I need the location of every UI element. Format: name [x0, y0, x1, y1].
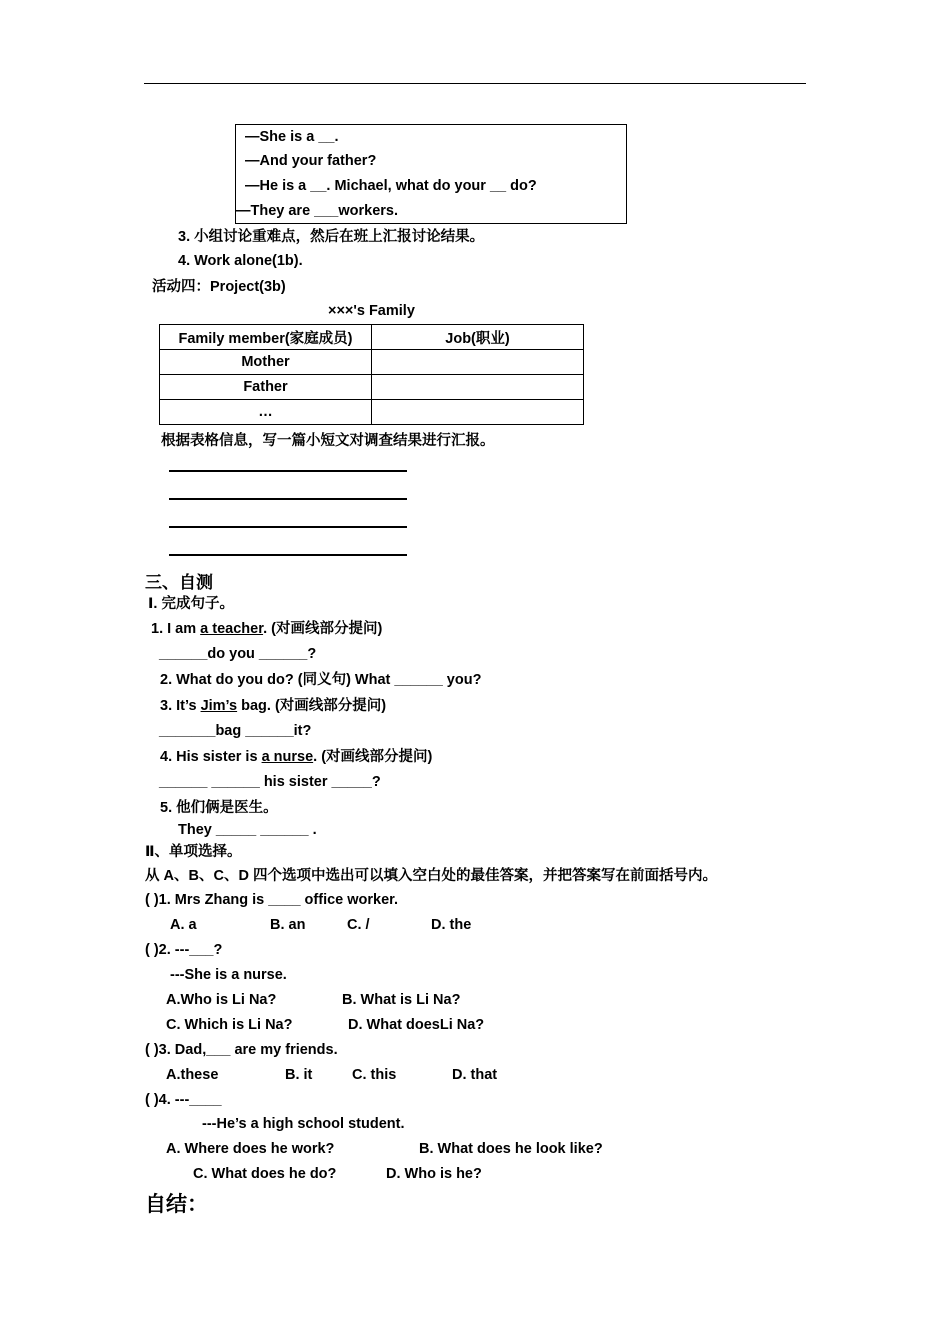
mcq-2-option-a: A.Who is Li Na? — [166, 992, 277, 1008]
self-test-heading: 三、自测 — [145, 573, 213, 592]
activity-4-title: 活动四：Project(3b) — [152, 279, 286, 295]
table-cell[interactable] — [372, 375, 584, 400]
mcq-3-option-a: A.these — [166, 1067, 219, 1083]
part1-heading: Ⅰ. 完成句子。 — [148, 596, 234, 612]
part1-q1 — [151, 619, 382, 639]
mcq-4-stem[interactable]: ( )4. ---____ — [145, 1092, 222, 1108]
table-cell[interactable] — [372, 400, 584, 425]
writing-line[interactable] — [169, 554, 407, 556]
header-rule — [144, 83, 806, 84]
q4-pre: 4. His sister is — [160, 749, 262, 765]
mcq-1-stem[interactable]: ( )1. Mrs Zhang is ____ office worker. — [145, 892, 399, 908]
q1-underlined: a teacher — [200, 621, 264, 637]
mcq-1-option-c: C. / — [347, 917, 370, 933]
mcq-4-reply: ---He’s a high school student. — [202, 1116, 405, 1132]
mcq-3-stem[interactable]: ( )3. Dad,___ are my friends. — [145, 1042, 338, 1058]
step-4: 4. Work alone(1b). — [178, 253, 303, 269]
mcq-3-option-d: D. that — [452, 1067, 498, 1083]
dialogue-line: —He is a __. Michael, what do your __ do? — [245, 178, 537, 194]
part1-q3 — [160, 696, 386, 716]
table-row — [160, 400, 584, 425]
q3-post: bag. (对画线部分提问) — [237, 698, 387, 714]
table-header-row — [160, 325, 584, 350]
mcq-4-option-c: C. What does he do? — [193, 1166, 337, 1182]
writing-line[interactable] — [169, 498, 407, 500]
table-cell[interactable] — [372, 350, 584, 375]
dialogue-line: —They are ___workers. — [236, 203, 399, 219]
mcq-2-reply: ---She is a nurse. — [170, 967, 287, 983]
mcq-2-stem[interactable]: ( )2. ---___? — [145, 942, 223, 958]
table-cell: Father — [160, 375, 372, 400]
family-table — [159, 324, 584, 425]
table-row — [160, 375, 584, 400]
q1-pre: 1. I am — [151, 621, 201, 637]
step-3: 3. 小组讨论重难点，然后在班上汇报讨论结果。 — [178, 229, 485, 245]
mcq-4-option-a: A. Where does he work? — [166, 1141, 335, 1157]
q3-pre: 3. It’s — [160, 698, 201, 714]
mcq-4-option-d: D. Who is he? — [386, 1166, 482, 1182]
q4-underlined: a nurse — [261, 749, 314, 765]
dialogue-line: —And your father? — [245, 153, 377, 169]
table-header-cell: Family member(家庭成员) — [160, 325, 372, 350]
report-instruction: 根据表格信息，写一篇小短文对调查结果进行汇报。 — [161, 433, 495, 449]
q1-post: . (对画线部分提问) — [263, 621, 383, 637]
q3-underlined: Jim’s — [200, 698, 238, 714]
table-row — [160, 350, 584, 375]
part2-instruction: 从 A、B、C、D 四个选项中选出可以填入空白处的最佳答案，并把答案写在前面括号内。 — [145, 868, 717, 884]
q4-post: . (对画线部分提问) — [313, 749, 433, 765]
writing-line[interactable] — [169, 526, 407, 528]
mcq-2-option-d: D. What doesLi Na? — [348, 1017, 485, 1033]
part2-heading: Ⅱ、单项选择。 — [145, 844, 242, 860]
mcq-3-option-b: B. it — [285, 1067, 313, 1083]
part1-q1-answer[interactable]: ______do you ______? — [159, 646, 317, 662]
mcq-1-option-a: A. a — [170, 917, 197, 933]
mcq-2-option-b: B. What is Li Na? — [342, 992, 461, 1008]
part1-q5: 5. 他们俩是医生。 — [160, 800, 278, 816]
part1-q4 — [160, 747, 432, 767]
table-caption: ×××'s Family — [328, 303, 415, 319]
part1-q5-answer[interactable]: They _____ ______ . — [178, 822, 317, 838]
part1-q4-answer[interactable]: ______ ______ his sister _____? — [159, 774, 381, 790]
mcq-2-option-c: C. Which is Li Na? — [166, 1017, 293, 1033]
part1-q2[interactable]: 2. What do you do? (同义句) What ______ you? — [160, 672, 482, 688]
writing-line[interactable] — [169, 470, 407, 472]
table-cell: Mother — [160, 350, 372, 375]
part1-q3-answer[interactable]: _______bag ______it? — [159, 723, 312, 739]
mcq-4-option-b: B. What does he look like? — [419, 1141, 603, 1157]
table-cell: … — [160, 400, 372, 425]
dialogue-line: —She is a __. — [245, 129, 339, 145]
table-header-cell: Job(职业) — [372, 325, 584, 350]
mcq-1-option-d: D. the — [431, 917, 472, 933]
mcq-3-option-c: C. this — [352, 1067, 397, 1083]
summary-label: 自结： — [145, 1193, 208, 1216]
mcq-1-option-b: B. an — [270, 917, 306, 933]
